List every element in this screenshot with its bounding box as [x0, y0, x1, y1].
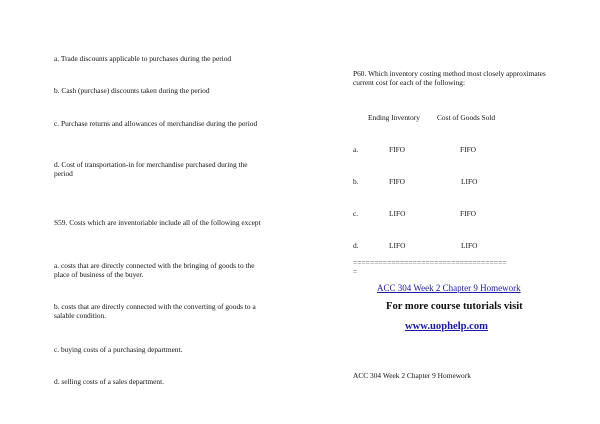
- option-cogs-value: LIFO: [461, 241, 478, 250]
- header-cost-of-goods-sold: Cost of Goods Sold: [437, 113, 496, 122]
- option-cash-discounts: b. Cash (purchase) discounts taken during the period: [54, 86, 210, 95]
- separator-line: ====================================: [353, 258, 507, 267]
- option-ending-value: LIFO: [389, 209, 406, 218]
- option-transportation-in: d. Cost of transportation-in for merchandise purchased during the period: [54, 160, 248, 179]
- option-trade-discounts: a. Trade discounts applicable to purchases during the period: [54, 54, 232, 63]
- option-ending-value: FIFO: [389, 177, 406, 186]
- option-purchase-returns: c. Purchase returns and allowances of merchandise during the period: [54, 119, 258, 128]
- question-59-option-b: b. costs that are directly connected with the converting of goods to a salable condition.: [54, 302, 256, 321]
- option-cogs-value: FIFO: [460, 209, 477, 218]
- option-letter: d.: [353, 241, 359, 250]
- site-link[interactable]: www.uophelp.com: [405, 321, 488, 332]
- question-59-option-c: c. buying costs of a purchasing department.: [54, 345, 183, 354]
- option-letter: b.: [353, 177, 359, 186]
- option-cogs-value: LIFO: [461, 177, 478, 186]
- question-59-option-a: a. costs that are directly connected with the bringing of goods to the place of business of the buyer.: [54, 261, 255, 280]
- question-59: S59. Costs which are inventoriable include all of the following except: [54, 218, 261, 227]
- homework-link[interactable]: ACC 304 Week 2 Chapter 9 Homework: [377, 283, 521, 293]
- header-ending-inventory: Ending Inventory: [368, 113, 420, 122]
- option-ending-value: FIFO: [389, 145, 406, 154]
- option-ending-value: LIFO: [389, 241, 406, 250]
- separator-tail: =: [353, 267, 358, 276]
- question-60: P60. Which inventory costing method most closely approximates current cost for each of the following:: [353, 69, 546, 88]
- promo-text: For more course tutorials visit: [386, 301, 523, 312]
- option-letter: c.: [353, 209, 359, 218]
- option-letter: a.: [353, 145, 359, 154]
- option-cogs-value: FIFO: [460, 145, 477, 154]
- question-59-option-d: d. selling costs of a sales department.: [54, 377, 165, 386]
- footer-title: ACC 304 Week 2 Chapter 9 Homework: [353, 371, 471, 380]
